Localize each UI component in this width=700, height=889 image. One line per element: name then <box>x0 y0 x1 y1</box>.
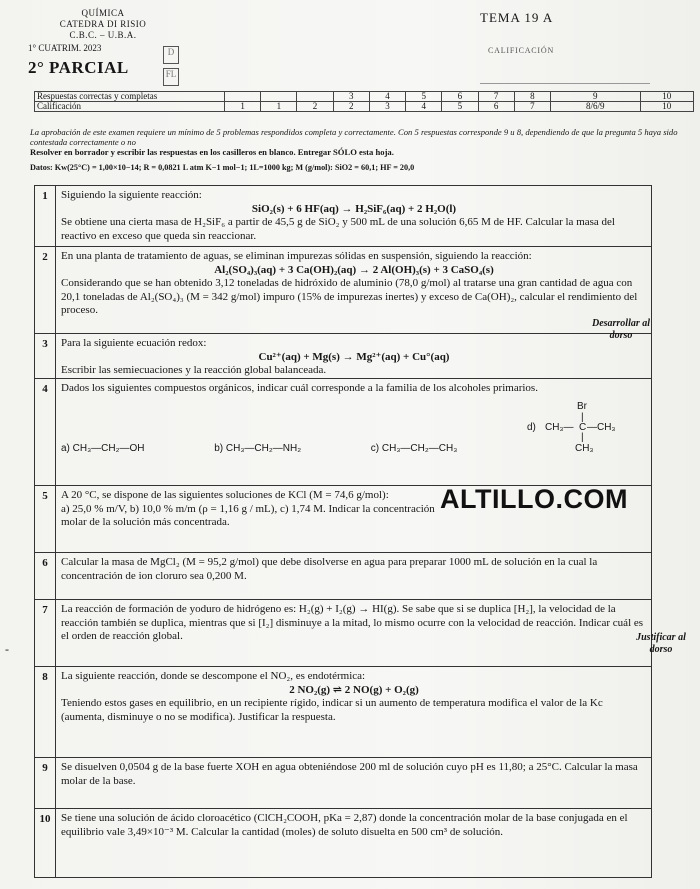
score-cell: 2 <box>297 102 333 112</box>
score-cell: 5 <box>442 102 478 112</box>
score-row-correct <box>35 92 694 102</box>
question-number: 1 <box>35 186 56 246</box>
score-table <box>34 91 694 112</box>
side-note-desarrollar: Desarrollar al dorso <box>591 318 651 341</box>
margin-mark: - <box>5 642 9 656</box>
question-text: a) 25,0 % m/V, b) 10,0 % m/m (ρ = 1,16 g / mL), c) 1,74 M. Indicar la concentración molar de la solución más concentrada. <box>61 502 435 528</box>
score-cell: 3 <box>369 102 405 112</box>
score-cell: 7 <box>478 92 514 102</box>
compound-b: b) CH₃—CH₂—NH₂ <box>214 443 302 454</box>
question-row <box>34 808 652 878</box>
question-intro: Se tiene una solución de ácido cloroacético (ClCH₂COOH, pKa = 2,87) donde la concentración molar de la base conjugada en el equilibrio vale 3,49×10⁻³ M. Calcular la cantidad (moles) de soluto disuelta en 500 cm³ de solución. <box>61 812 628 838</box>
question-text: Teniendo estos gases en equilibrio, en un recipiente rígido, indicar si un aumento de temperatura modifica el valor de la Kc (aumenta, disminuye o no se modifica). Justificar la respuesta. <box>61 697 603 723</box>
score-cell: 10 <box>640 102 693 112</box>
header-line: CATEDRA DI RISIO <box>59 19 147 29</box>
score-cell: 7 <box>514 102 550 112</box>
compound-d-top: Br <box>576 400 587 412</box>
question-number: 8 <box>35 667 56 757</box>
question-intro: Siguiendo la siguiente reacción: <box>61 189 202 201</box>
compound-d <box>527 400 637 456</box>
score-cell <box>297 92 333 102</box>
question-row <box>34 185 652 246</box>
score-row-label: Respuestas correctas y completas <box>35 92 225 102</box>
compound-c: c) CH₃—CH₂—CH₃ <box>370 443 458 454</box>
question-row <box>34 757 652 808</box>
watermark-logo: ALTILLO.COM <box>440 484 628 514</box>
header-boxes <box>163 46 179 90</box>
question-row <box>34 599 652 666</box>
question-intro: En una planta de tratamiento de aguas, se eliminan impurezas sólidas en suspensión, siguiendo la reacción: <box>61 250 532 262</box>
question-intro: Calcular la masa de MgCl₂ (M = 95,2 g/mol) que debe disolverse en agua para preparar 1000 mL de solución en la cual la concentración de ion cloruro sea 0,200 M. <box>61 556 598 582</box>
question-row <box>34 333 652 378</box>
score-cell: 8/6/9 <box>550 102 640 112</box>
question-equation: 2 NO₂(g) ⇌ 2 NO(g) + O₂(g) <box>289 683 419 696</box>
score-cell: 6 <box>442 92 478 102</box>
question-number: 9 <box>35 758 56 808</box>
bond-line: | <box>580 431 584 443</box>
question-number: 5 <box>35 486 56 552</box>
score-cell: 2 <box>333 102 369 112</box>
header-box: D <box>163 46 179 64</box>
question-intro: A 20 °C, se dispone de las siguientes soluciones de KCl (M = 74,6 g/mol): <box>61 489 389 501</box>
question-row <box>34 246 652 333</box>
header-cuatrimestre: 1° CUATRIM. 2023 <box>28 43 102 53</box>
score-cell: 4 <box>369 92 405 102</box>
question-number: 3 <box>35 334 56 378</box>
compound-d-label: d) <box>526 421 536 433</box>
compound-d-center: C <box>578 421 587 433</box>
side-note-justificar: Justificar al dorso <box>636 632 686 655</box>
compound-d-left: CH₃— <box>544 421 574 433</box>
header-box: FL <box>163 68 179 86</box>
questions-table <box>34 185 652 878</box>
score-row-label: Calificación <box>35 102 225 112</box>
compound-d-bottom: CH₃ <box>574 442 594 454</box>
question-number: 4 <box>35 379 56 485</box>
score-cell <box>261 92 297 102</box>
score-cell: 9 <box>550 92 640 102</box>
question-text: Escribir las semiecuaciones y la reacción global balanceada. <box>61 364 327 376</box>
datos-line: Datos: Kw(25°C) = 1,00×10−14; R = 0,0821 L atm K−1 mol−1; 1L=1000 kg; M (g/mol): SiO2 = 60,1; HF = 20,0 <box>30 163 415 172</box>
question-number: 2 <box>35 247 56 333</box>
bond-line: | <box>580 411 584 423</box>
score-cell: 10 <box>640 92 693 102</box>
question-number: 7 <box>35 600 56 666</box>
compound-d-right: —CH₃ <box>586 421 616 433</box>
score-cell: 1 <box>261 102 297 112</box>
instructions <box>30 127 690 157</box>
question-equation: SiO₂(s) + 6 HF(aq) → H₂SiF₆(aq) + 2 H₂O(l) <box>251 202 457 215</box>
question-row <box>34 378 652 485</box>
score-cell: 4 <box>406 102 442 112</box>
score-cell: 5 <box>406 92 442 102</box>
question-intro: Para la siguiente ecuación redox: <box>61 337 207 349</box>
header-line: C.B.C. – U.B.A. <box>69 30 137 40</box>
calificacion-line <box>480 83 650 84</box>
question-text: Considerando que se han obtenido 3,12 toneladas de hidróxido de aluminio (78,0 g/mol) al tratarse una gran cantidad de agua con 20,1 toneladas de Al₂(SO₄)₃ (M = 342 g/mol) impuro (15% de impurezas inertes) y exceso de Ca(OH)₂, calcular el rendimiento del proceso. <box>61 277 638 316</box>
question-equation: Al₂(SO₄)₃(aq) + 3 Ca(OH)₂(aq) → 2 Al(OH)₃(s) + 3 CaSO₄(s) <box>214 263 494 276</box>
header-line: QUÍMICA <box>81 8 125 18</box>
question-intro: Dados los siguientes compuestos orgánicos, indicar cuál corresponde a la familia de los alcoholes primarios. <box>61 382 538 394</box>
question-intro: La siguiente reacción, donde se descompone el NO₂, es endotérmica: <box>61 670 366 682</box>
score-cell: 6 <box>478 102 514 112</box>
score-cell: 3 <box>333 92 369 102</box>
tema-label: TEMA 19 A <box>480 10 554 25</box>
header-institution <box>28 8 178 78</box>
question-text: Se obtiene una cierta masa de H₂SiF₆ a partir de 45,5 g de SiO₂ y 500 mL de una solución 6,65 M de HF. Calcular la masa del reactivo en exceso que queda sin reaccionar. <box>61 216 615 242</box>
instructions-approval: La aprobación de este examen requiere un mínimo de 5 problemas respondidos completa y correctamente. Con 5 respuestas corresponde 9 u 8, dependiendo de que la pregunta 5 haya sido contestada correctamente o no <box>30 127 678 147</box>
score-cell <box>225 92 261 102</box>
question-row <box>34 666 652 757</box>
question-row <box>34 552 652 599</box>
question-number: 10 <box>35 809 56 877</box>
header-right <box>480 10 690 84</box>
score-row-calificacion <box>35 102 694 112</box>
question-equation: Cu²⁺(aq) + Mg(s) → Mg²⁺(aq) + Cu°(aq) <box>258 350 450 363</box>
question-intro: La reacción de formación de yoduro de hidrógeno es: H₂(g) + I₂(g) → HI(g). Se sabe que si se duplica [H₂], la velocidad de la reacción también se duplica, mientras que si [I₂] disminuye a la mitad, lo mismo ocurre con la velocidad de reacción. Indicar cuál es el orden de reacción global. <box>61 603 644 642</box>
header-parcial: 2° PARCIAL <box>28 58 129 77</box>
calificacion-label: CALIFICACIÓN <box>488 46 555 55</box>
compound-a: a) CH₃—CH₂—OH <box>61 443 145 454</box>
compound-options <box>61 396 647 460</box>
score-cell: 1 <box>225 102 261 112</box>
instructions-resolver: Resolver en borrador y escribir las respuestas en los casilleros en blanco. Entregar SÓLO esta hoja. <box>30 147 394 157</box>
question-intro: Se disuelven 0,0504 g de la base fuerte XOH en agua obteniéndose 200 ml de solución cuyo pH es 11,80; a 25°C. Calcular la masa molar de la base. <box>61 761 638 787</box>
score-cell: 8 <box>514 92 550 102</box>
question-number: 6 <box>35 553 56 599</box>
